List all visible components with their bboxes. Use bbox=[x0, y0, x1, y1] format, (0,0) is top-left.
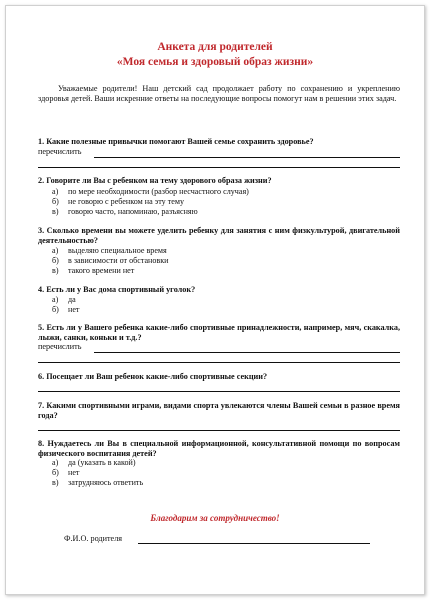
q4-option-b[interactable] bbox=[52, 305, 79, 315]
question-2: 2. Говорите ли Вы с ребенком на тему здорового образа жизни? bbox=[38, 176, 272, 185]
thanks-text: Благодарим за сотрудничество! bbox=[150, 513, 280, 523]
question-3: 3. Сколько времени вы можете уделить ребенку для занятия с ним физкультурой, двигательной деятельностью? bbox=[38, 226, 400, 245]
option-text: затрудняюсь ответить bbox=[68, 478, 144, 487]
option-letter: б) bbox=[52, 305, 59, 314]
option-text: нет bbox=[68, 468, 80, 477]
q1-answer-line-2[interactable] bbox=[38, 167, 400, 168]
option-letter: а) bbox=[52, 187, 59, 196]
option-letter: в) bbox=[52, 478, 59, 487]
q5-list-label: перечислить bbox=[38, 342, 82, 351]
question-5: 5. Есть ли у Вашего ребенка какие-либо спортивные принадлежности, например, мяч, скакалка, лыжи, санки, коньки и т.д.? bbox=[38, 323, 400, 342]
q6-answer-line[interactable] bbox=[38, 391, 400, 392]
q1-list-label: перечислить bbox=[38, 147, 82, 156]
title-line-2: «Моя семья и здоровый образ жизни» bbox=[116, 56, 314, 68]
q8-option-a[interactable] bbox=[52, 458, 136, 468]
option-letter: б) bbox=[52, 197, 59, 206]
option-letter: б) bbox=[52, 256, 59, 265]
option-text: по мере необходимости (разбор несчастного случая) bbox=[68, 187, 249, 196]
q2-option-b[interactable] bbox=[52, 197, 184, 207]
q4-option-a[interactable] bbox=[52, 295, 76, 305]
question-8: 8. Нуждаетесь ли Вы в специальной информационной, консультативной помощи по вопросам физического воспитания детей? bbox=[38, 439, 400, 458]
option-text: да (указать в какой) bbox=[68, 458, 136, 467]
question-6: 6. Посещает ли Ваш ребенок какие-либо спортивные секции? bbox=[38, 372, 268, 381]
question-4: 4. Есть ли у Вас дома спортивный уголок? bbox=[38, 285, 196, 294]
q5-answer-line-2[interactable] bbox=[38, 362, 400, 363]
question-7: 7. Какими спортивными играми, видами спорта увлекаются члены Вашей семьи в разное время года? bbox=[38, 401, 400, 420]
option-letter: а) bbox=[52, 246, 59, 255]
option-letter: в) bbox=[52, 207, 59, 216]
option-letter: а) bbox=[52, 458, 59, 467]
q8-option-b[interactable] bbox=[52, 468, 79, 478]
option-letter: б) bbox=[52, 468, 59, 477]
questionnaire-page bbox=[5, 5, 425, 595]
title-line-1: Анкета для родителей bbox=[157, 41, 273, 53]
q7-answer-line[interactable] bbox=[38, 430, 400, 431]
q8-option-c[interactable] bbox=[52, 478, 143, 488]
q2-option-c[interactable] bbox=[52, 207, 198, 217]
option-text: в зависимости от обстановки bbox=[68, 256, 169, 265]
q5-answer-line-1[interactable] bbox=[94, 352, 400, 353]
option-letter: а) bbox=[52, 295, 59, 304]
intro-text: Уважаемые родители! Наш детский сад продолжает работу по сохранению и укреплению здоровья детей. Ваши искренние ответы на последующие вопросы помогут нам в решении этих задач. bbox=[38, 84, 400, 103]
q3-option-b[interactable] bbox=[52, 256, 169, 266]
option-letter: в) bbox=[52, 266, 59, 275]
option-text: не говорю с ребенком на эту тему bbox=[68, 197, 185, 206]
option-text: такого времени нет bbox=[68, 266, 135, 275]
q2-option-a[interactable] bbox=[52, 187, 249, 197]
option-text: нет bbox=[68, 305, 80, 314]
fio-signature-line[interactable] bbox=[138, 543, 370, 544]
q1-answer-line-1[interactable] bbox=[94, 157, 400, 158]
q3-option-c[interactable] bbox=[52, 266, 134, 276]
option-text: да bbox=[68, 295, 76, 304]
fio-label: Ф.И.О. родителя bbox=[64, 534, 123, 543]
option-text: говорю часто, напоминаю, разъясняю bbox=[68, 207, 198, 216]
q3-option-a[interactable] bbox=[52, 246, 167, 256]
question-1: 1. Какие полезные привычки помогают Вашей семье сохранить здоровье? bbox=[38, 137, 314, 146]
option-text: выделяю специальное время bbox=[68, 246, 167, 255]
